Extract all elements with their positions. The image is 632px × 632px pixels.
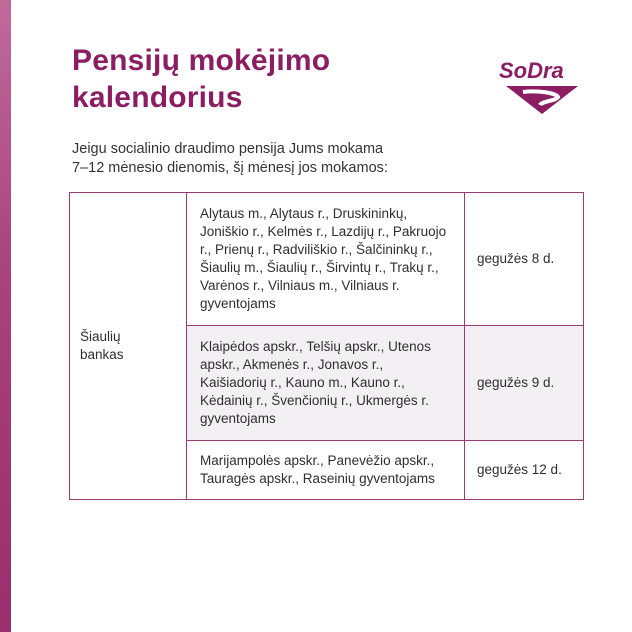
title-line-1: Pensijų mokėjimo <box>72 44 331 77</box>
bank-name-line-2: bankas <box>80 347 124 362</box>
intro-line-1: Jeigu socialinio draudimo pensija Jums mokama <box>72 141 384 157</box>
side-accent-bar <box>0 0 11 632</box>
table-row <box>70 193 584 326</box>
date-cell: gegužės 9 d. <box>465 326 584 441</box>
intro-text <box>72 140 472 178</box>
intro-line-2: 7–12 mėnesio dienomis, šį mėnesį jos mokamos: <box>72 160 388 176</box>
page-title <box>72 42 432 116</box>
sodra-logo-text: SoDra <box>499 58 564 83</box>
payment-schedule-table <box>69 192 584 500</box>
area-cell: Klaipėdos apskr., Telšių apskr., Utenos apskr., Akmenės r., Jonavos r., Kaišiadorių r., Kauno m., Kauno r., Kėdainių r., Švenčionių r., Ukmergės r. gyventojams <box>187 326 465 441</box>
area-cell: Alytaus m., Alytaus r., Druskininkų, Joniškio r., Kelmės r., Lazdijų r., Pakruojo r., Prienų r., Radviliškio r., Šalčininkų r., Šiaulių m., Šiaulių r., Širvintų r., Trakų r., Varėnos r., Vilniaus m., Vilniaus r. gyventojams <box>187 193 465 326</box>
area-cell: Marijampolės apskr., Panevėžio apskr., Tauragės apskr., Raseinių gyventojams <box>187 441 465 500</box>
bank-cell <box>70 193 187 500</box>
bank-name-line-1: Šiaulių <box>80 329 121 344</box>
date-cell: gegužės 12 d. <box>465 441 584 500</box>
title-line-2: kalendorius <box>72 81 243 114</box>
date-cell: gegužės 8 d. <box>465 193 584 326</box>
sodra-logo <box>496 56 588 116</box>
